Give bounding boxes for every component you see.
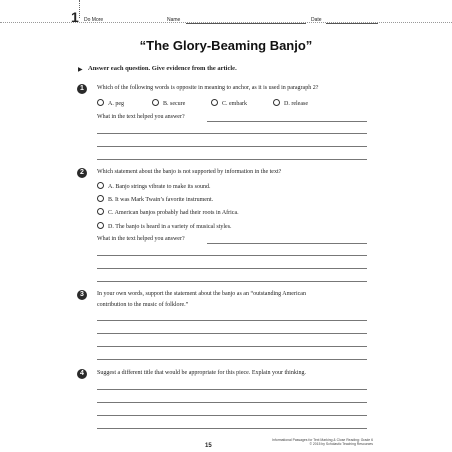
answer-line[interactable] [97,320,367,321]
name-field[interactable] [186,23,306,24]
answer-line[interactable] [97,146,367,147]
question-number-badge: 3 [77,290,87,300]
option-a[interactable]: A. Banjo strings vibrate to make its sound. [97,182,211,190]
option-a[interactable]: A. peg [97,99,124,107]
question-text-line: In your own words, support the statement about the banjo as an “outstanding American [97,291,306,297]
answer-line[interactable] [97,159,367,160]
answer-line[interactable] [97,346,367,347]
question-number-badge: 2 [77,168,87,178]
answer-line[interactable] [97,389,367,390]
radio-icon [97,99,104,106]
answer-line[interactable] [97,415,367,416]
footer-line: Informational Passages for Text Marking & Close Reading: Grade 6 [272,438,373,442]
question-text: Suggest a different title that would be appropriate for this piece. Explain your thinking. [97,370,307,376]
answer-line[interactable] [97,133,367,134]
evidence-answer-line[interactable] [207,121,367,122]
date-field[interactable] [326,23,378,24]
name-label: Name [167,17,181,23]
radio-icon [211,99,218,106]
answer-line[interactable] [97,255,367,256]
question-text: Which statement about the banjo is not supported by information in the text? [97,169,282,175]
date-label: Date [311,17,322,23]
option-c[interactable]: C. American banjos probably had their roots in Africa. [97,208,239,216]
answer-line[interactable] [97,268,367,269]
page-title: “The Glory-Beaming Banjo” [139,38,313,53]
page-header [0,9,452,26]
answer-line[interactable] [97,281,367,282]
option-b[interactable]: B. It was Mark Twain’s favorite instrument. [97,195,213,203]
option-d[interactable]: D. release [273,99,308,107]
radio-icon [97,182,104,189]
answer-line[interactable] [97,402,367,403]
evidence-answer-line[interactable] [207,243,367,244]
radio-icon [97,195,104,202]
radio-icon [97,222,104,229]
section-label: Do More [84,17,104,23]
evidence-prompt: What in the text helped you answer? [97,236,185,242]
question-number-badge: 1 [77,84,87,94]
arrow-icon: ▶ [78,67,83,73]
answer-line[interactable] [97,359,367,360]
question-number-badge: 4 [77,369,87,379]
footer-line: © 2015 by Scholastic Teaching Resources [309,442,373,447]
question-text-line: contribution to the music of folklore.” [97,302,189,308]
question-text: Which of the following words is opposite in meaning to anchor, as it is used in paragraph 2? [97,85,319,91]
answer-line[interactable] [97,428,367,429]
radio-icon [97,208,104,215]
option-b[interactable]: B. secure [152,99,185,107]
evidence-prompt: What in the text helped you answer? [97,114,185,120]
answer-line[interactable] [97,333,367,334]
footer-credits [258,438,373,446]
option-d[interactable]: D. The banjo is heard in a variety of musical styles. [97,222,232,230]
radio-icon [273,99,280,106]
page-number: 15 [205,443,212,449]
instructions: Answer each question. Give evidence from the article. [88,65,237,72]
radio-icon [152,99,159,106]
unit-number: 1 [71,9,79,25]
option-c[interactable]: C. embark [211,99,247,107]
